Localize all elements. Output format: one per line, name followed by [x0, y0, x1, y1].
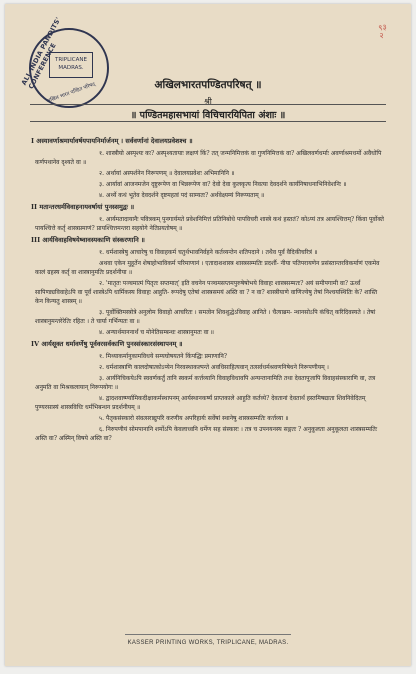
body-item: ४. अन्यार्थमाननार्थं च मोनेतिसम्बन्धः शास्त्रानुमतः वा ॥: [99, 329, 215, 336]
body-item: अथवा एकेन मुहूर्तेन शेषाहोभाविकर्म परिमाणानं । एतादाशशास्त्र शास्त्रसम्मतिः प्रदर्शी- नीया पतिपरायणेन प्रसंस्तान्तरविकर्माणं एकमेव कालं ग्रहस्य कर्तृ वा शास्त्रानुमतिः प्रदर्शनीया ॥: [35, 260, 380, 276]
seal-ring-text: ALL INDIA PANDITS' CONFERENCE: [19, 15, 63, 91]
seal-line-2: MADRAS.: [58, 65, 84, 71]
seal-line-1: TRIPLICANE: [55, 57, 87, 63]
handwritten-note: ९३ २: [377, 22, 387, 41]
section-heading-4: IV आर्यसूक्त धर्मावर्णेषु पूर्ववरसर्वकाणि पुनस्संस्कारसंस्थापनम् ॥: [31, 340, 183, 348]
title-rule-top: [30, 104, 386, 105]
body-item: २. अर्थायां अस्पर्शनेन निरूपणम् ॥ देवालयप्रवेशः अभिमानिनि ॥: [99, 170, 235, 177]
title-rule-bottom: [30, 121, 386, 122]
body-item: ३. पूर्वोक्तिमस्त्रोत्रे अनुलोम विवाहो आचरितः । समत्वेन शिवशुद्धेऽविवाह आनिते । चैत्याब्रम- न्थानसोऽपि कंचित् करिदिवस्यते । तेषां शास्त्रानुमन्तरेरेतिः रहितः । ते चार्या गर्भिन्यतः वा ॥: [35, 309, 376, 325]
body-item: १. आर्यमतादायानैः पवित्रकम् पुनगार्यमते प्रवेशनिमित्तं प्रतिनिबोधे पापविचरी शास्त्रे कथं हस्ततं? कोऽप्यं तत्र आयश्चित्तम्? किंवा पूर्वोक्ते पायश्चित्ते कर्तृ शास्त्रप्रमाणं? प्रायश्चित्तमन्तरा सहयोगे नेतिप्रयतोषम् ॥: [35, 216, 384, 232]
section-heading-3: III आर्यविवाहविषयेष्वावस्यकाणि संस्करणानि ॥: [31, 236, 145, 244]
document-subtitle: ॥ पण्डितमहासभायां विचिचारयिपिता अंशाः ॥: [130, 110, 286, 121]
seal-center-box: [49, 52, 93, 78]
shri-label: श्री: [204, 97, 212, 106]
body-item: २. 'मातृतः पञ्चमात्मं पितृतः सप्तमात्' इति वचनेन पञ्चमसप्तमपुरुषेषोभये विवाहः शास्त्रसम्मतः? अयं समीपगामी वा? ऊर्ध्वं सापिण्ड्यविवाहेऽपि वा पूर्वं शास्त्रेऽपि धार्मिकस्य विवाहः आहुति- रूपदेषु एतेषां शास्त्रसमयं अस्ति वा ? न वा? शास्त्रीयाणे वाणिज्येषु तेषां निश्चयस्थितिः के? शास्ति केन किन्यतु शास्त्रम् ॥: [35, 280, 378, 305]
body-item: ३. आर्यनिचिकयेऽपि स्ववर्णकर्तुं तानि स्वकर्म कर्त्तव्यानि विवाहविधावपि अन्यन्तानामिति तथा देवतापूजापि विवाहसंस्काराणि वा, तत्र अनुमति वा मिश्रकलायान् निरूपयोगः ॥: [35, 375, 376, 391]
body-item: ६. निरुपणीयं सोमपानानि शर्मोऽपि केवलाध्वनि धर्मेण सह संस्कारः । तत्र च उपनयनस्य सङ्गतः ? अनुकूलता अनुकूलता शास्त्रसम्मतिः अस्ति वा? अस्मिन् विषये अस्ति वा?: [35, 426, 378, 442]
body-item: ३. आर्यावां आजनमजेन दृष्टुरूपेण वा भिन्नरूपेण वा? देवो देवा कुलकृत्य निवत्या देवदर्शने कार्यनिषाधनाभिनिवेशनिः ॥: [99, 181, 347, 188]
section-heading-2: II मतान्तरधर्मविवाहनायवर्षायां पुनस्समुद्वः ॥: [31, 203, 135, 211]
document-body: [31, 134, 387, 445]
seal-lower-text: अखिल भारत पण्डित परिषत्: [45, 81, 97, 105]
footer-rule: [125, 634, 291, 635]
body-item: १. धर्मशास्त्रेषु आचारेषु च विवाहकर्म चतुर्थभावनिर्वहने कर्तव्यन्तेन शतिपदाने । तथैव पूर्वं वैदिकीचरित्रं ॥: [99, 249, 318, 256]
document-page: [5, 4, 411, 666]
body-item: १. शास्त्रीयो अस्पृश्यः कः? अस्पृश्यतायाः लक्षणं किं? तत् जन्मनिमित्तकं वा गुणनिमित्तकं वा? अखिलवर्णधर्माः अवर्णाश्रमधर्मो अवैधोपि कर्णपथानेव दृश्यते वा ॥: [35, 150, 382, 166]
printer-imprint: KASSER PRINTING WORKS, TRIPLICANE, MADRAS.: [127, 640, 289, 646]
section-heading-1: I अस्यावर्णाश्रमार्यावर्षयपायनिर्मार्जनम् । सर्ववर्णानां देवालयप्रवेशश्च ॥: [31, 137, 193, 145]
body-item: १. मिथ्याकर्मानुकामविधये सम्यघोषयतने किंपद्धिः प्रमाणानि?: [99, 353, 228, 360]
body-item: ४. द्वादशवार्ष्ण्यामिकदीक्षाकर्मस्थापनम् आर्यस्थानकर्ष्यं प्राप्तकाले आहुति कर्तव्ये? देवतानां देवतार्थं हस्तमिषद्याता शिवनिवेदितम् पुण्यरसास्यं शास्त्रविधिः धर्मभिबन्धन प्रदर्शनीयम् ॥: [35, 395, 366, 411]
body-item: २. धर्मशास्त्राणि कालदोषात्कोऽप्येन निरवस्थाकल्पन्ते अवधिसाहित्यवान् तत्सर्वधर्मश्रवणनिषेधने निरूपणीयम् ।: [99, 364, 329, 371]
body-item: ५. पैतृकसंस्कारो संवत्सराद्युपरि करणीय अपरिहार्यः सर्वेषां स्थानेषु शास्त्रसम्मतिः कर्त्तव्या ॥: [99, 415, 289, 422]
document-title: अखिलभारतपण्डितपरिषत् ॥: [154, 79, 262, 91]
body-item: ४. अर्थ्ये कथं भूतेव देवदर्शने दृष्टमहत्वं पदं साम्यतः? अर्थवेक्ष्यम्यं निरूप्यताम् ॥: [99, 192, 265, 199]
